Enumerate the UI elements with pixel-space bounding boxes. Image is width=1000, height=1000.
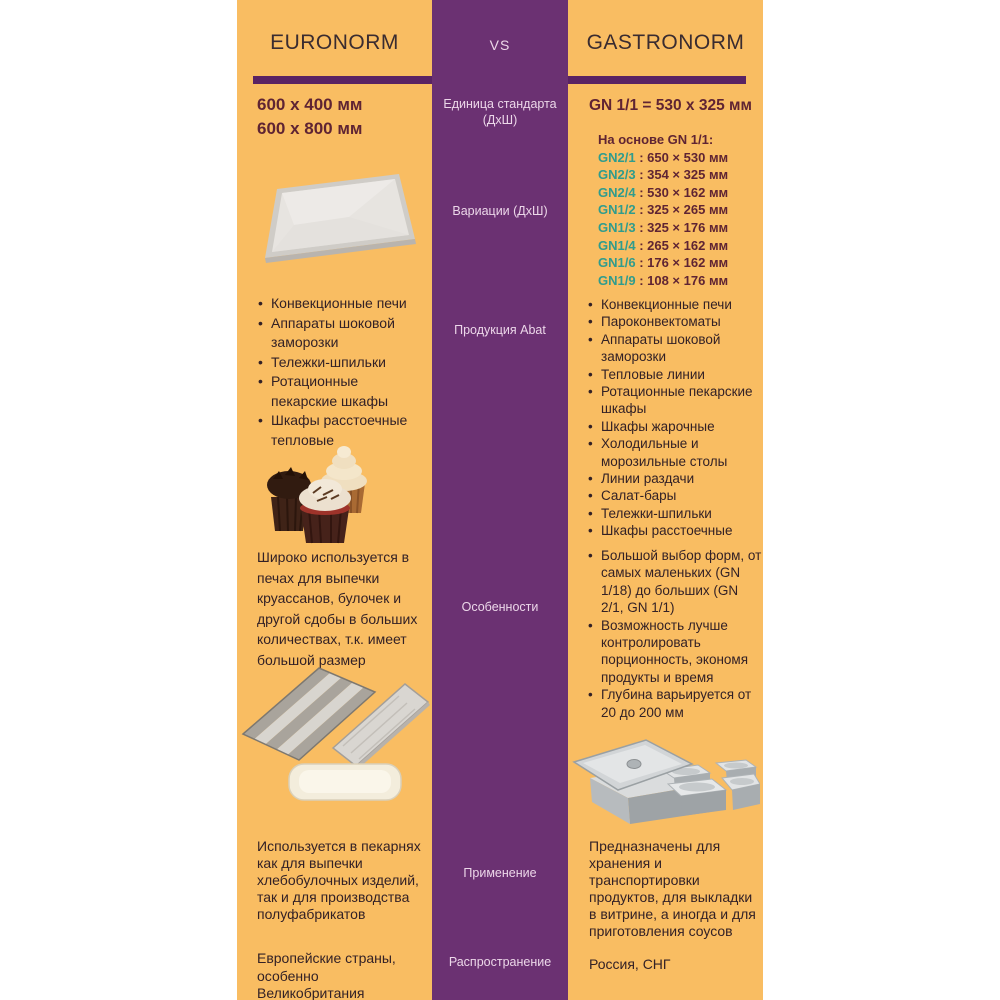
category-distribution: Распространение — [448, 955, 552, 969]
gn-dims: : 265 × 162 мм — [635, 237, 729, 253]
euronorm-title: EURONORM — [270, 31, 399, 54]
gn-variations-intro: На основе GN 1/1: — [598, 132, 714, 147]
gastronorm-distribution-text: Россия, СНГ — [589, 956, 671, 972]
gastronorm-products-list — [588, 296, 763, 540]
euronorm-application-text: Используется в пекарнях как для выпечки хлебобулочных изделий, так и для производства полуфабрикатов — [257, 838, 421, 922]
sheet-pan-illustration — [249, 165, 424, 285]
gn-code: GN2/4 — [598, 184, 636, 200]
gastronorm-application-text: Предназначены для хранения и транспортировки продуктов, для выкладки в витрине, а иногда и для приготовления соусов — [589, 838, 756, 939]
gn-dims: : 354 × 325 мм — [635, 167, 729, 183]
gn-variation-row — [598, 254, 728, 272]
gastronorm-features-list — [588, 547, 763, 721]
list-item: • Конвекционные печи — [588, 296, 763, 313]
gn-code: GN1/2 — [598, 202, 636, 218]
gn-variation-row — [598, 237, 728, 255]
cupcakes-illustration — [261, 435, 386, 550]
list-item: • Тепловые линии — [588, 366, 763, 383]
euronorm-products-list — [258, 294, 428, 450]
gn-code: GN1/6 — [598, 255, 636, 271]
list-item: • Шкафы жарочные — [588, 418, 763, 435]
gn-dims: : 650 × 530 мм — [635, 149, 729, 165]
gn-variation-row — [598, 149, 728, 167]
category-features: Особенности — [461, 600, 539, 614]
gn-variation-row — [598, 272, 728, 290]
list-item: • Конвекционные печи — [258, 294, 428, 314]
list-item: • Линии раздачи — [588, 470, 763, 487]
gn-code: GN1/9 — [598, 272, 636, 288]
list-item: • Тележки-шпильки — [588, 505, 763, 522]
list-item: • Большой выбор форм, от самых маленьких (GN 1/18) до больших (GN 2/1, GN 1/1) — [588, 547, 763, 617]
category-application: Применение — [463, 866, 537, 880]
list-item: • Шкафы расстоечные — [588, 522, 763, 539]
list-item: • Пароконвектоматы — [588, 313, 763, 330]
gn-code: GN1/4 — [598, 237, 636, 253]
gastronorm-pans-image — [570, 718, 760, 830]
gn-dims: : 108 × 176 мм — [635, 272, 729, 288]
bakery-trays-image — [237, 656, 432, 806]
cupcakes-image — [261, 435, 386, 550]
gastronorm-column — [568, 0, 763, 1000]
category-products: Продукция Abat — [454, 323, 546, 337]
euronorm-dimensions — [257, 93, 363, 141]
gn-dims: : 530 × 162 мм — [635, 184, 729, 200]
vs-label: VS — [489, 37, 511, 53]
list-item: • Возможность лучше контролировать порционность, экономя продукты и время — [588, 617, 763, 687]
list-item: • Холодильные и морозильные столы — [588, 435, 763, 470]
euronorm-sheet-pan-image — [249, 165, 424, 285]
list-item: • Шкафы расстоечные тепловые — [258, 411, 428, 450]
category-standard-unit: Единица стандарта (ДхШ) — [443, 97, 557, 128]
category-column — [432, 0, 568, 1000]
euronorm-dimension-line: 600 x 800 мм — [257, 119, 363, 139]
euronorm-features-text: Широко используется в печах для выпечки круассанов, булочек и другой сдобы в больших количествах, т.к. имеет большой размер — [257, 549, 418, 668]
gastronorm-title-underline — [568, 76, 746, 84]
gn-dims: : 176 × 162 мм — [635, 255, 729, 271]
gastronorm-dimensions: GN 1/1 = 530 x 325 мм — [589, 97, 752, 114]
list-item: • Тележки-шпильки — [258, 353, 428, 373]
gn-dims: : 325 × 265 мм — [635, 202, 729, 218]
gn-variation-row — [598, 201, 728, 219]
list-item: • Ротационные пекарские шкафы — [588, 383, 763, 418]
comparison-board — [237, 0, 763, 1000]
gn-code: GN2/1 — [598, 149, 636, 165]
gastronorm-title: GASTRONORM — [586, 31, 745, 54]
gn-code: GN1/3 — [598, 219, 636, 235]
euronorm-column — [237, 0, 432, 1000]
gn-variation-row — [598, 219, 728, 237]
bakery-trays-illustration — [237, 656, 432, 806]
gn-code: GN2/3 — [598, 167, 636, 183]
euronorm-title-underline — [253, 76, 432, 84]
euronorm-dimension-line: 600 x 400 мм — [257, 95, 363, 114]
gn-variation-row — [598, 184, 728, 202]
list-item: • Аппараты шоковой заморозки — [588, 331, 763, 366]
list-item: • Аппараты шоковой заморозки — [258, 314, 428, 353]
gastronorm-variations-block — [598, 131, 728, 289]
list-item: • Ротационные пекарские шкафы — [258, 372, 428, 411]
gn-pans-illustration — [570, 718, 760, 830]
gn-variation-row — [598, 166, 728, 184]
list-item: • Глубина варьируется от 20 до 200 мм — [588, 686, 763, 721]
category-variations: Вариации (ДхШ) — [452, 204, 548, 218]
list-item: • Салат-бары — [588, 487, 763, 504]
euronorm-distribution-text: Европейские страны, особенно Великобритания — [257, 950, 396, 1000]
gn-dims: : 325 × 176 мм — [635, 219, 729, 235]
